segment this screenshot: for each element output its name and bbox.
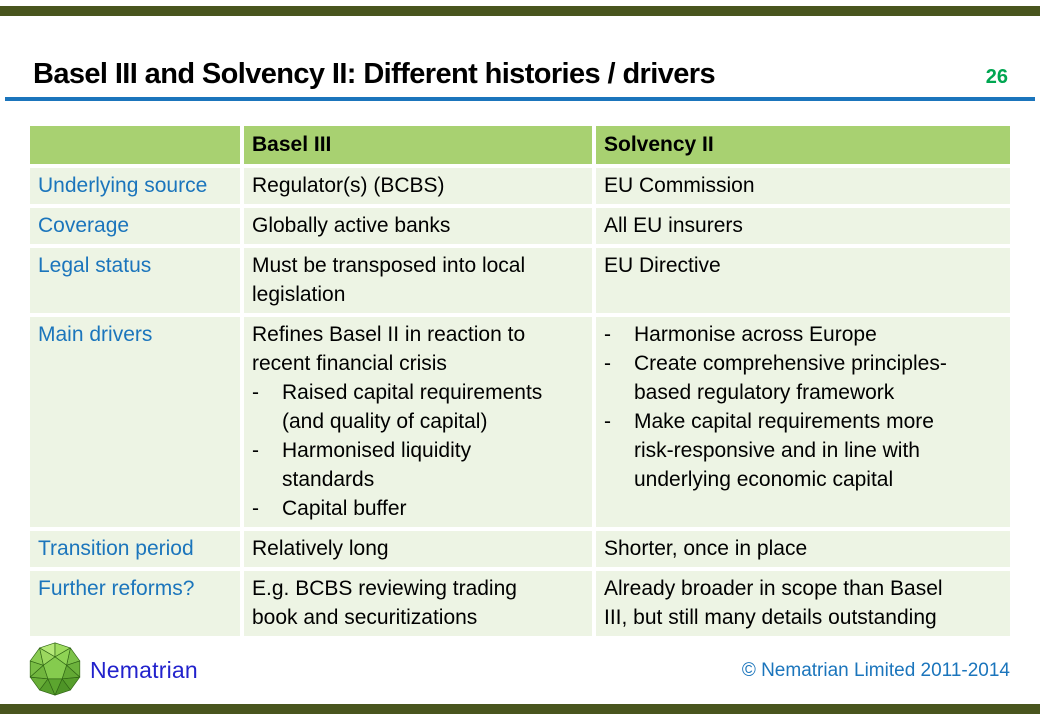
table-cell [244,248,592,313]
cell-text: EU Commission [604,174,755,197]
bullet-dash: - [252,497,259,520]
bullet-item [252,494,552,523]
cell-text: Regulator(s) (BCBS) [252,174,445,197]
table-row [30,317,1010,527]
table-cell [596,571,1010,636]
bullet-text: Raised capital requirements (and quality of capital) [282,381,543,433]
brand-wordmark: Nematrian [90,657,198,683]
row-label: Transition period [30,531,240,567]
table-cell [596,317,1010,527]
copyright-text: © Nematrian Limited 2011-2014 [741,660,1010,681]
bullet-item [252,436,552,494]
bullet-text: Create comprehensive principles-based regulatory framework [634,352,947,404]
row-label: Main drivers [30,317,240,527]
page-number: 26 [985,66,1008,88]
table-row [30,531,1010,567]
row-label: Legal status [30,248,240,313]
table-cell [244,317,592,527]
nematrian-logo-icon [27,641,83,697]
table-header-row [30,126,1010,164]
cell-text: EU Directive [604,254,721,277]
table-cell [596,248,1010,313]
cell-text: Already broader in scope than Basel III, but still many details outstanding [604,577,943,629]
bullet-item [604,320,964,349]
bullet-dash: - [252,381,259,404]
cell-text: E.g. BCBS reviewing trading book and securitizations [252,577,517,629]
row-label: Underlying source [30,168,240,204]
cell-text: Must be transposed into local legislation [252,254,526,306]
cell-text: Refines Basel II in reaction to recent financial crisis [252,323,526,375]
table-cell [596,168,1010,204]
title-underline [5,97,1035,101]
table-cell [596,531,1010,567]
comparison-table [30,126,1010,636]
page-title: Basel III and Solvency II: Different histories / drivers [33,58,715,90]
bullet-dash: - [604,410,611,433]
table-cell [244,208,592,244]
table-cell [244,571,592,636]
table-row [30,208,1010,244]
row-label: Coverage [30,208,240,244]
table-row [30,248,1010,313]
table-cell [244,168,592,204]
bottom-border-bar [0,704,1040,714]
table-row [30,168,1010,204]
bullet-text: Capital buffer [282,497,407,520]
bullet-dash: - [604,323,611,346]
bullet-text: Make capital requirements more risk-responsive and in line with underlying economic capital [634,410,934,491]
header-cell: Solvency II [596,126,1010,164]
cell-text: Relatively long [252,537,389,560]
bullet-item [604,349,964,407]
header-cell: Basel III [244,126,592,164]
bullet-dash: - [252,439,259,462]
table-row [30,571,1010,636]
table-cell [596,208,1010,244]
bullet-text: Harmonised liquidity standards [282,439,472,491]
bullet-text: Harmonise across Europe [634,323,877,346]
cell-text: Shorter, once in place [604,537,808,560]
bullet-item [252,378,552,436]
header-cell-empty [30,126,240,164]
cell-text: Globally active banks [252,214,451,237]
bullet-dash: - [604,352,611,375]
top-border-bar [0,6,1040,16]
row-label: Further reforms? [30,571,240,636]
bullet-item [604,407,964,494]
table-cell [244,531,592,567]
cell-text: All EU insurers [604,214,743,237]
